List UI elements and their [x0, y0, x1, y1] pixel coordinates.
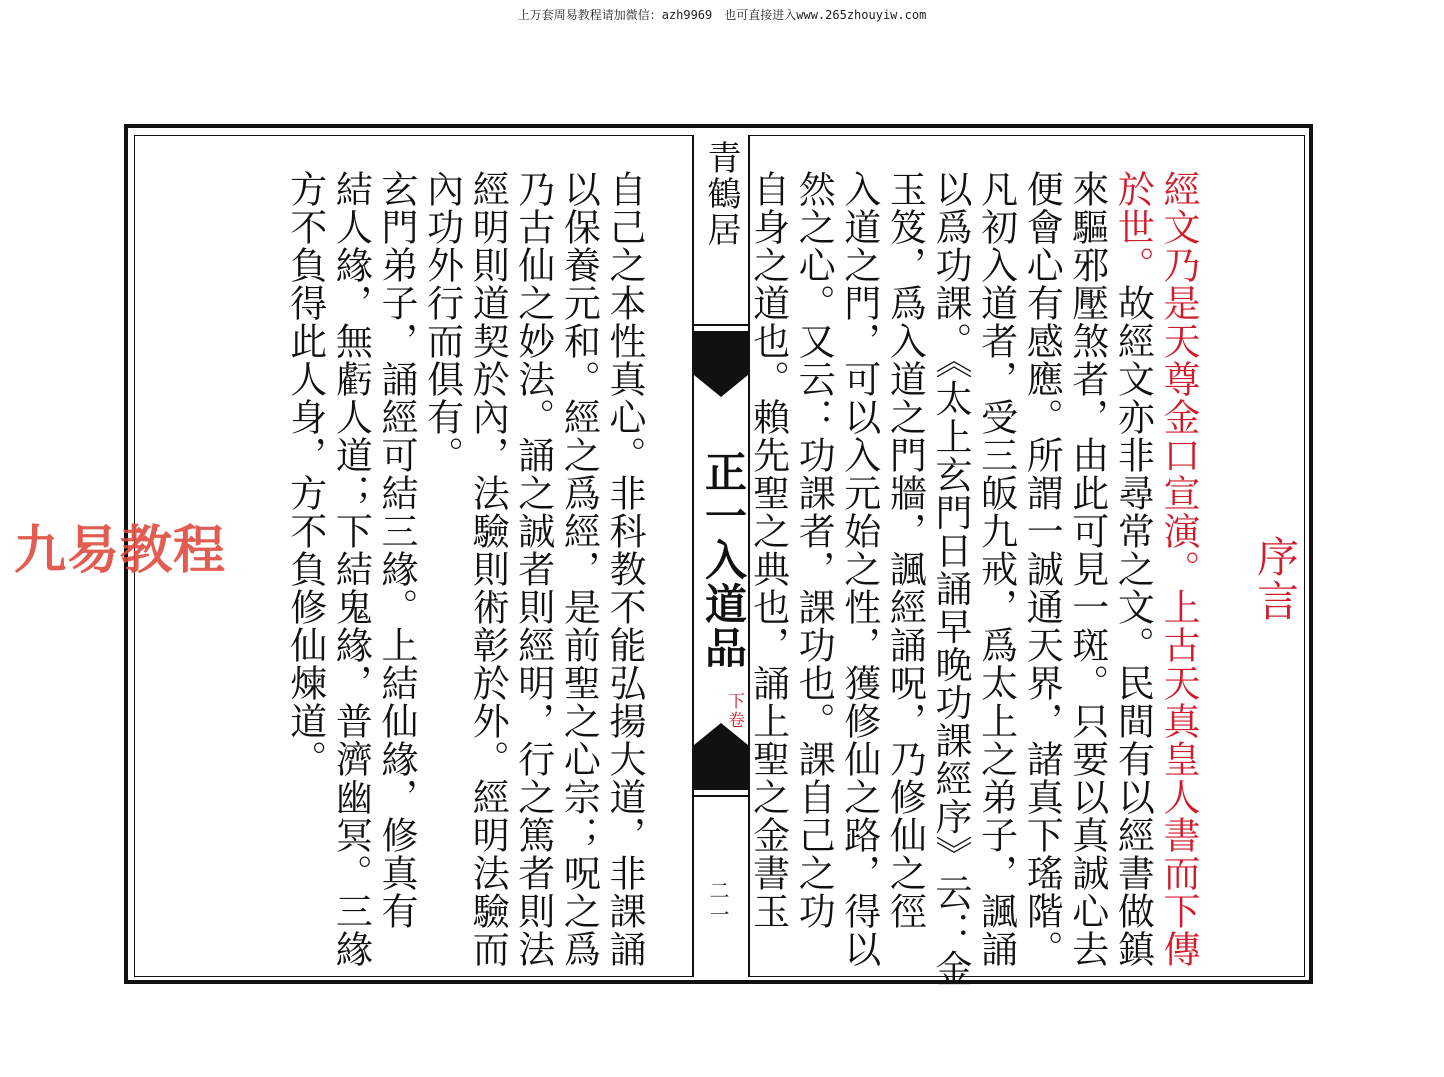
right-page-text-column: 以爲功課。《太上玄門日誦早晚功課經序》云：金	[929, 170, 972, 988]
right-page-text-column: 自身之道也。賴先聖之典也，誦上聖之金書玉	[746, 170, 790, 930]
page-number: 二一	[706, 880, 730, 928]
watermark-logo: 九易教程	[14, 521, 227, 581]
left-page-text-column: 以保養元和。經之爲經，是前聖之心宗；呪之爲	[557, 170, 601, 968]
left-page-text-column: 結人緣，無虧人道；下結鬼緣，普濟幽冥。三緣	[329, 170, 373, 968]
right-page-text-column: 凡初入道者，受三皈九戒，爲太上之弟子，諷誦	[974, 170, 1018, 968]
spine-bar-bottom	[694, 780, 748, 790]
left-page-text-column: 自己之本性真心。非科教不能弘揚大道，非課誦	[603, 170, 646, 968]
right-page-text-column: 然之心。又云：功課者，課功也。課自己之功	[792, 170, 836, 930]
left-page-text-column: 玄門弟子，誦經可結三緣。上結仙緣，修真有	[375, 170, 418, 930]
preface-heading: 序言	[1251, 535, 1300, 623]
top-advert-note: 上万套周易教程请加微信：azh9969 也可直接进入www.265zhouyiw.com	[517, 8, 927, 22]
spine-bracket-bottom	[694, 723, 748, 780]
right-page-text-segment: 於世。	[1111, 170, 1155, 284]
left-page-text-column: 經明則道契於內，法驗則術彰於外。經明法驗而	[466, 170, 510, 968]
left-page-text-column: 方不負得此人身，方不負修仙煉道。	[283, 170, 327, 778]
left-page-text-column: 內功外行而俱有。	[420, 170, 464, 474]
left-page-text-column: 乃古仙之妙法。誦之誠者則經明，行之篤者則法	[511, 170, 555, 968]
right-page-text-column: 入道之門，可以入元始之性，獲修仙之路，得以	[837, 170, 881, 968]
book-title: 正一入道品	[699, 450, 748, 670]
spine-bracket-top	[694, 341, 748, 397]
right-page-text-column: 便會心有感應。所謂一誠通天界，諸真下瑤階。	[1020, 170, 1064, 968]
right-page-text-segment: 故經文亦非尋常之文。民間有以經書做鎮	[1111, 284, 1155, 968]
right-page-text-column	[1109, 170, 1155, 990]
volume-label: 下卷	[724, 692, 744, 730]
spine-bar-top	[694, 331, 748, 341]
right-page-text-column: 經文乃是天尊金口宣演。上古天真皇人書而下傳	[1157, 170, 1200, 968]
right-page-text-column: 玉笈，爲入道之門牆，諷經誦呪，乃修仙之徑	[883, 170, 927, 930]
publisher-name: 青鶴居	[701, 140, 741, 248]
right-page-text-column: 來驅邪壓煞者，由此可見一斑。只要以真誠心去	[1065, 170, 1109, 968]
